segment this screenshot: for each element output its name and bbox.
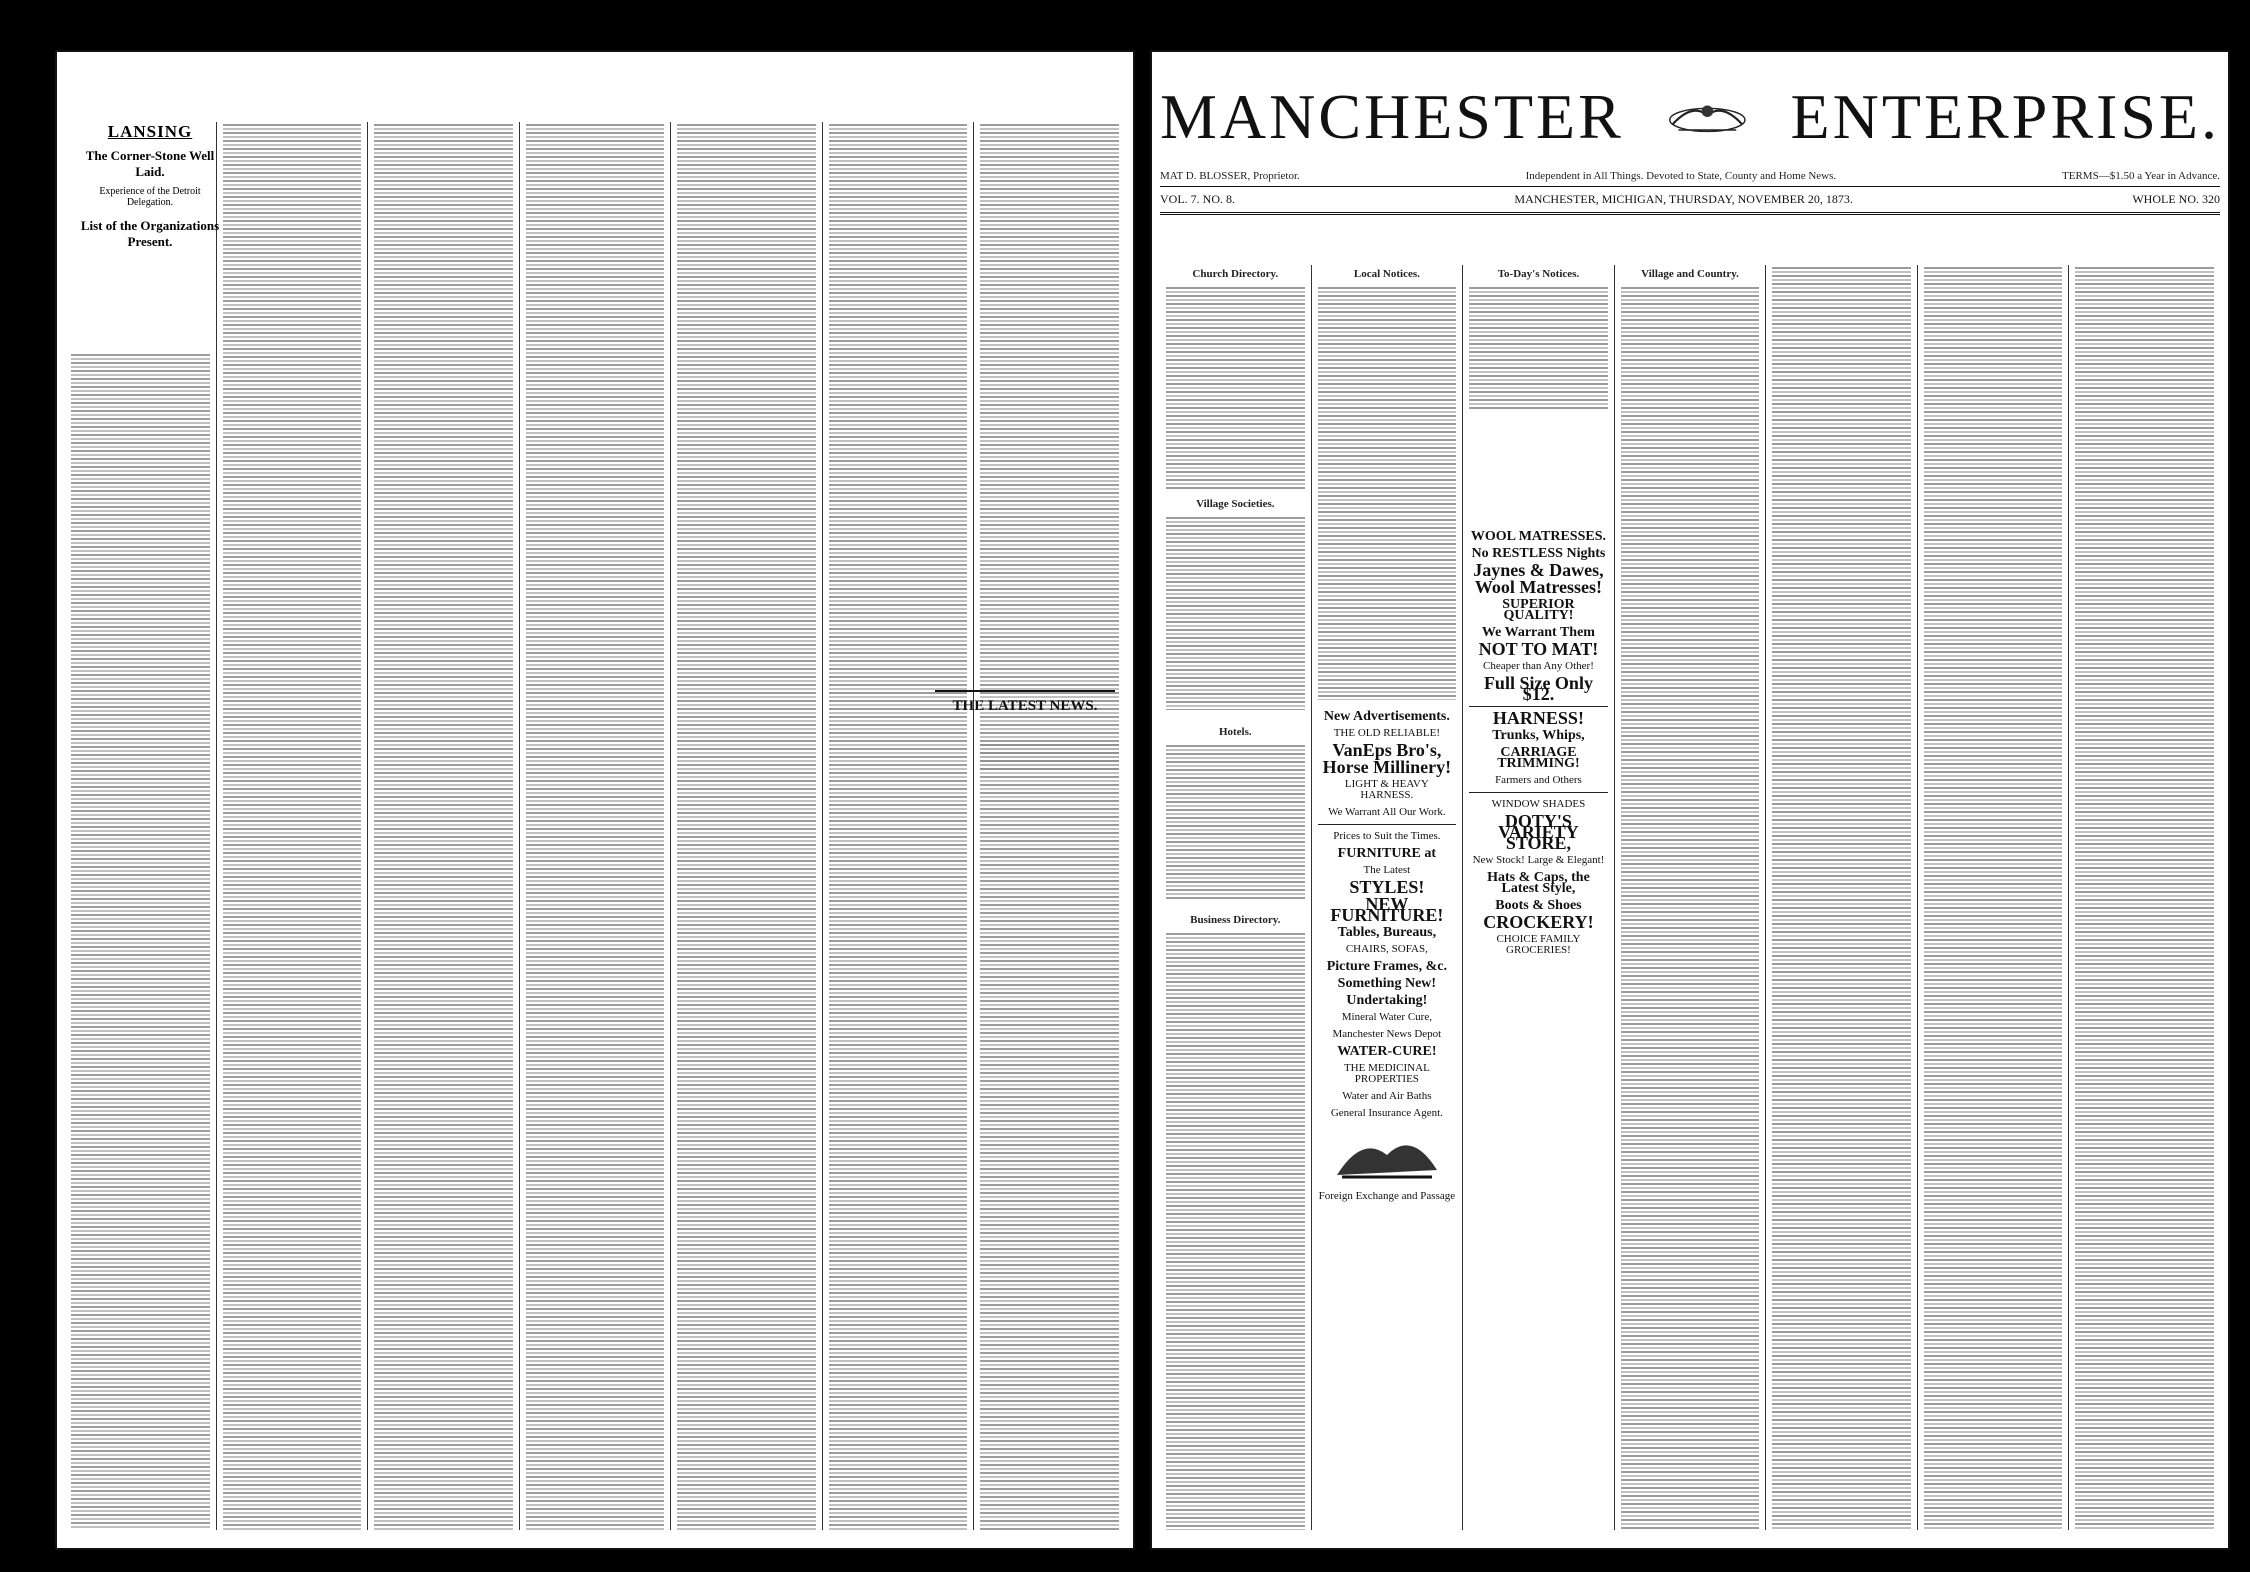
left-newspaper-page [55, 50, 1135, 1550]
village-country-heading: Village and Country. [1641, 268, 1739, 280]
left-col-2 [216, 122, 368, 1530]
masthead-title-row [1160, 80, 2220, 154]
right-col-6 [1917, 265, 2069, 1530]
farmers-line: Farmers and Others [1495, 774, 1582, 786]
full-size: Full Size Only $12. [1483, 673, 1593, 704]
masthead-title-left: MANCHESTER [1160, 81, 1624, 152]
engraving-icon [1332, 1125, 1442, 1185]
church-directory-heading: Church Directory. [1192, 268, 1279, 280]
todays-notices-heading: To-Day's Notices. [1497, 268, 1580, 280]
right-col-4 [1614, 265, 1766, 1530]
proprietor: MAT D. BLOSSER, Proprietor. [1160, 170, 1300, 182]
choice-groceries: CHOICE FAMILY GROCERIES! [1496, 933, 1581, 956]
warrant-line: We Warrant All Our Work. [1328, 806, 1446, 818]
local-notices-heading: Local Notices. [1353, 268, 1420, 280]
motto: Independent in All Things. Devoted to State, County and Home News. [1525, 170, 1837, 182]
medicinal-line: THE MEDICINAL PROPERTIES [1343, 1062, 1430, 1085]
picture-frames: Picture Frames, &c. [1326, 959, 1447, 974]
hats-caps: Hats & Caps, the Latest Style, [1487, 870, 1590, 896]
styles-line: STYLES! [1349, 877, 1425, 897]
no-restless: No RESTLESS Nights [1471, 546, 1606, 561]
mineral-water: Mineral Water Cure, [1341, 1011, 1432, 1023]
jaynes-dawes: Jaynes & Dawes, [1473, 560, 1604, 580]
wool-heading: WOOL MATRESSES. [1470, 529, 1606, 544]
latest-news-heading: THE LATEST NEWS. [935, 690, 1115, 715]
masthead-dateline [1160, 187, 2220, 215]
headline-title: LANSING [107, 122, 193, 141]
dateline: MANCHESTER, MICHIGAN, THURSDAY, NOVEMBER 20, 1873. [1514, 192, 1853, 206]
water-air-baths: Water and Air Baths [1342, 1090, 1432, 1102]
vaneps-ad [1318, 705, 1457, 1208]
water-cure: WATER-CURE! [1337, 1044, 1437, 1059]
right-newspaper-page [1150, 50, 2230, 1550]
trunks-whips: Trunks, Whips, [1492, 728, 1585, 743]
left-col-5 [670, 122, 822, 1530]
furniture-at: FURNITURE at [1337, 846, 1437, 861]
vaneps-name: VanEps Bro's, [1332, 740, 1442, 760]
harness-ad: HARNESS! [1492, 708, 1584, 728]
carriage-trimming: CARRIAGE TRIMMING! [1497, 745, 1580, 771]
latest-line: The Latest [1363, 864, 1411, 876]
new-furniture: NEW FURNITURE! [1330, 894, 1444, 925]
not-to-mat: NOT TO MAT! [1478, 639, 1599, 659]
volume-number: VOL. 7. NO. 8. [1160, 192, 1235, 206]
headline-subdeck: Experience of the Detroit Delegation. [99, 186, 201, 208]
masthead-subline [1160, 170, 2220, 187]
dotys-store: DOTY'S VARIETY STORE, [1498, 811, 1579, 853]
hotels-heading: Hotels. [1218, 726, 1252, 738]
superior-quality: SUPERIOR QUALITY! [1502, 597, 1575, 623]
prices-line: Prices to Suit the Times. [1333, 830, 1441, 842]
lansing-headline [75, 122, 225, 250]
right-col-5 [1765, 265, 1917, 1530]
left-col-3 [367, 122, 519, 1530]
we-warrant: We Warrant Them [1481, 625, 1595, 640]
horse-millinery: Horse Millinery! [1322, 757, 1452, 777]
terms: TERMS—$1.50 a Year in Advance. [2062, 170, 2220, 182]
old-reliable: THE OLD RELIABLE! [1333, 727, 1441, 739]
jaynes-ad [1469, 525, 1608, 962]
harness-line: LIGHT & HEAVY HARNESS. [1344, 778, 1429, 801]
right-col-1 [1160, 265, 1311, 1530]
right-col-3 [1462, 265, 1614, 1530]
left-col-4 [519, 122, 671, 1530]
insurance-agent: General Insurance Agent. [1330, 1107, 1443, 1119]
masthead [1160, 80, 2220, 260]
undertaking: Undertaking! [1346, 993, 1428, 1008]
something-new: Something New! [1337, 976, 1437, 991]
news-depot: Manchester News Depot [1332, 1028, 1442, 1040]
right-page-columns [1160, 265, 2220, 1530]
new-adv-heading: New Advertisements. [1323, 709, 1450, 724]
window-shades: WINDOW SHADES [1491, 798, 1586, 810]
chairs-line: CHAIRS, SOFAS, [1345, 943, 1428, 955]
tables-line: Tables, Bureaus, [1337, 925, 1437, 940]
foreign-exchange: Foreign Exchange and Passage [1318, 1190, 1456, 1202]
masthead-title-right: ENTERPRISE. [1790, 81, 2220, 152]
crockery: CROCKERY! [1483, 912, 1594, 932]
left-page-columns [65, 122, 1125, 1530]
village-societies-heading: Village Societies. [1196, 498, 1275, 510]
right-col-2 [1311, 265, 1463, 1530]
wool-matresses: Wool Matresses! [1474, 577, 1603, 597]
whole-number: WHOLE NO. 320 [2132, 192, 2220, 206]
masthead-emblem-icon [1664, 87, 1751, 147]
left-col-7 [973, 122, 1125, 1530]
left-col-1 [65, 122, 216, 1530]
business-directory-heading: Business Directory. [1190, 914, 1281, 926]
right-col-7 [2068, 265, 2220, 1530]
cheaper-line: Cheaper than Any Other! [1483, 660, 1594, 672]
headline-list: List of the Organizations Present. [80, 218, 220, 249]
new-stock: New Stock! Large & Elegant! [1472, 854, 1605, 866]
headline-deck: The Corner-Stone Well Laid. [85, 148, 215, 179]
left-col-6 [822, 122, 974, 1530]
boots-shoes: Boots & Shoes [1495, 898, 1582, 913]
